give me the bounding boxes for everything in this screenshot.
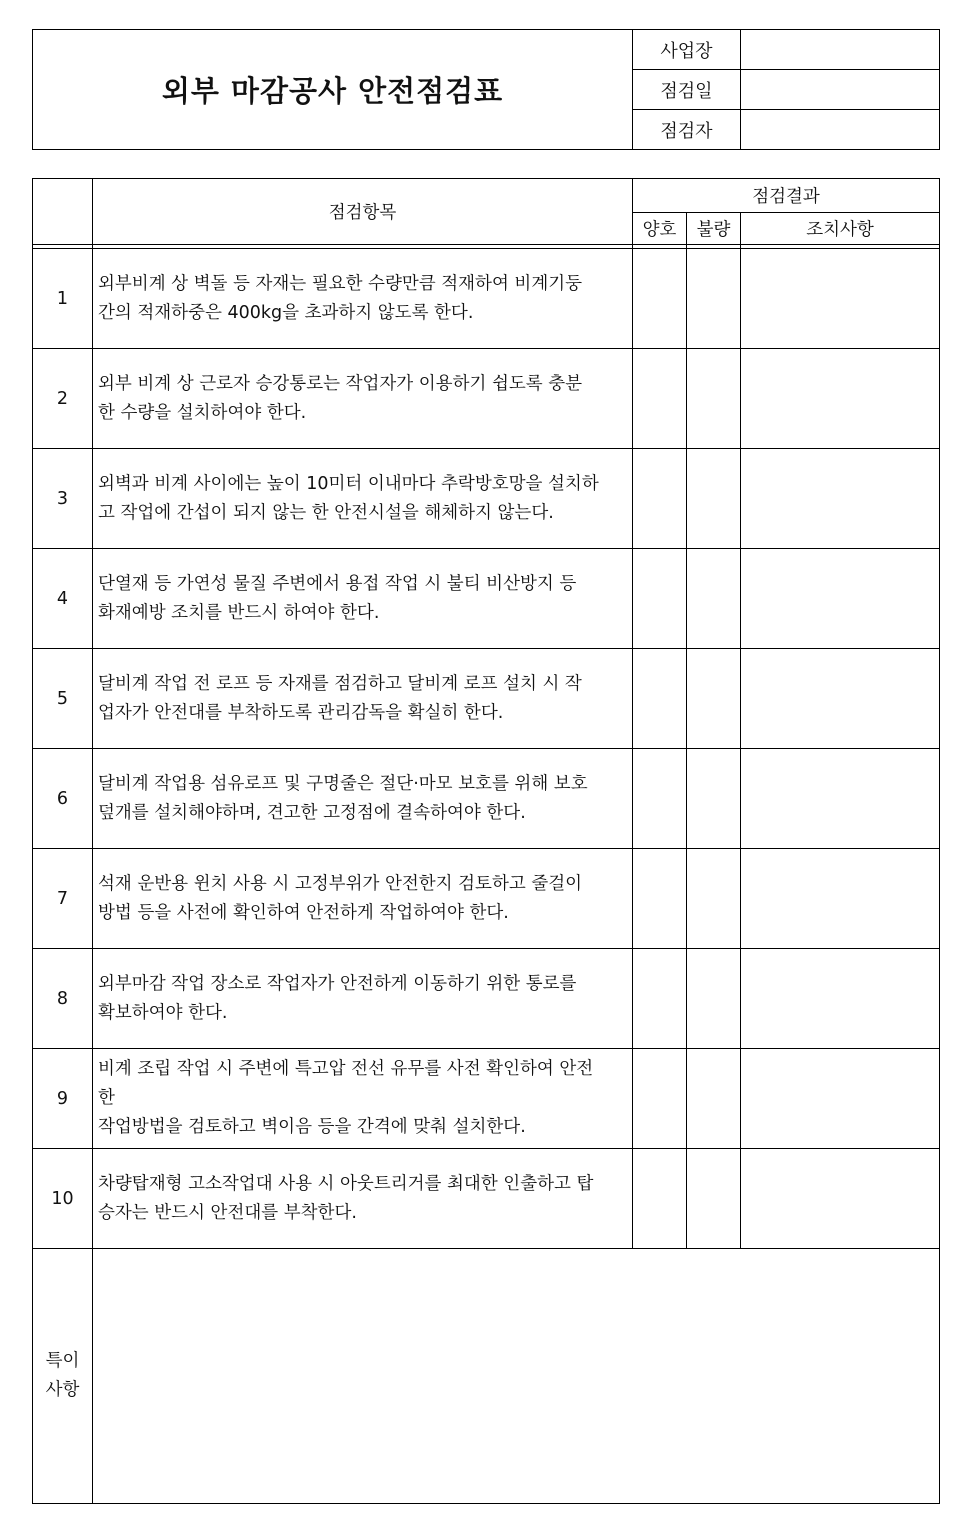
document-title: 외부 마감공사 안전점검표	[33, 30, 633, 150]
header-good: 양호	[633, 213, 687, 245]
table-row	[33, 349, 940, 449]
check-item-text: 외부 비계 상 근로자 승강통로는 작업자가 이용하기 쉽도록 충분 한 수량을 설치하여야 한다.	[93, 349, 633, 449]
bad-cell[interactable]	[687, 1149, 741, 1249]
header-check-item: 점검항목	[93, 179, 633, 245]
bad-cell[interactable]	[687, 649, 741, 749]
inspection-date-value[interactable]	[741, 70, 940, 110]
inspector-label: 점검자	[633, 110, 741, 150]
action-cell[interactable]	[741, 949, 940, 1049]
good-cell[interactable]	[633, 749, 687, 849]
table-row	[33, 1049, 940, 1149]
good-cell[interactable]	[633, 849, 687, 949]
good-cell[interactable]	[633, 549, 687, 649]
row-number: 3	[33, 449, 93, 549]
notes-field[interactable]	[93, 1249, 940, 1504]
notes-row	[33, 1249, 940, 1504]
good-cell[interactable]	[633, 1049, 687, 1149]
bad-cell[interactable]	[687, 349, 741, 449]
check-item-text: 외부비계 상 벽돌 등 자재는 필요한 수량만큼 적재하여 비계기둥 간의 적재하중은 400kg을 초과하지 않도록 한다.	[93, 249, 633, 349]
action-cell[interactable]	[741, 1049, 940, 1149]
row-number: 1	[33, 249, 93, 349]
row-number: 10	[33, 1149, 93, 1249]
check-item-text: 차량탑재형 고소작업대 사용 시 아웃트리거를 최대한 인출하고 탑 승자는 반드시 안전대를 부착한다.	[93, 1149, 633, 1249]
inspector-value[interactable]	[741, 110, 940, 150]
row-number: 2	[33, 349, 93, 449]
table-row	[33, 949, 940, 1049]
action-cell[interactable]	[741, 349, 940, 449]
notes-label: 특이 사항	[33, 1249, 93, 1504]
check-item-text: 달비계 작업 전 로프 등 자재를 점검하고 달비계 로프 설치 시 작 업자가 안전대를 부착하도록 관리감독을 확실히 한다.	[93, 649, 633, 749]
action-cell[interactable]	[741, 249, 940, 349]
bad-cell[interactable]	[687, 249, 741, 349]
header-table	[32, 29, 940, 150]
good-cell[interactable]	[633, 949, 687, 1049]
inspection-date-label: 점검일	[633, 70, 741, 110]
action-cell[interactable]	[741, 549, 940, 649]
table-row	[33, 249, 940, 349]
check-item-text: 외부마감 작업 장소로 작업자가 안전하게 이동하기 위한 통로를 확보하여야 한다.	[93, 949, 633, 1049]
bad-cell[interactable]	[687, 449, 741, 549]
table-row	[33, 849, 940, 949]
header-action: 조치사항	[741, 213, 940, 245]
good-cell[interactable]	[633, 349, 687, 449]
action-cell[interactable]	[741, 849, 940, 949]
row-number: 4	[33, 549, 93, 649]
action-cell[interactable]	[741, 649, 940, 749]
checklist-table	[32, 178, 940, 1504]
header-number-cell	[33, 179, 93, 245]
bad-cell[interactable]	[687, 949, 741, 1049]
bad-cell[interactable]	[687, 849, 741, 949]
check-item-text: 비계 조립 작업 시 주변에 특고압 전선 유무를 사전 확인하여 안전 한 작업방법을 검토하고 벽이음 등을 간격에 맞춰 설치한다.	[93, 1049, 633, 1149]
good-cell[interactable]	[633, 249, 687, 349]
header-check-result: 점검결과	[633, 179, 940, 213]
good-cell[interactable]	[633, 1149, 687, 1249]
table-row	[33, 449, 940, 549]
row-number: 8	[33, 949, 93, 1049]
bad-cell[interactable]	[687, 549, 741, 649]
site-label: 사업장	[633, 30, 741, 70]
check-item-text: 외벽과 비계 사이에는 높이 10미터 이내마다 추락방호망을 설치하 고 작업에 간섭이 되지 않는 한 안전시설을 해체하지 않는다.	[93, 449, 633, 549]
row-number: 9	[33, 1049, 93, 1149]
row-number: 5	[33, 649, 93, 749]
good-cell[interactable]	[633, 449, 687, 549]
table-row	[33, 749, 940, 849]
bad-cell[interactable]	[687, 749, 741, 849]
check-item-text: 석재 운반용 윈치 사용 시 고정부위가 안전한지 검토하고 줄걸이 방법 등을 사전에 확인하여 안전하게 작업하여야 한다.	[93, 849, 633, 949]
check-item-text: 단열재 등 가연성 물질 주변에서 용접 작업 시 불티 비산방지 등 화재예방 조치를 반드시 하여야 한다.	[93, 549, 633, 649]
action-cell[interactable]	[741, 1149, 940, 1249]
table-row	[33, 1149, 940, 1249]
header-bad: 불량	[687, 213, 741, 245]
good-cell[interactable]	[633, 649, 687, 749]
table-row	[33, 549, 940, 649]
action-cell[interactable]	[741, 749, 940, 849]
check-item-text: 달비계 작업용 섬유로프 및 구명줄은 절단·마모 보호를 위해 보호 덮개를 설치해야하며, 견고한 고정점에 결속하여야 한다.	[93, 749, 633, 849]
row-number: 7	[33, 849, 93, 949]
table-row	[33, 649, 940, 749]
bad-cell[interactable]	[687, 1049, 741, 1149]
action-cell[interactable]	[741, 449, 940, 549]
site-value[interactable]	[741, 30, 940, 70]
row-number: 6	[33, 749, 93, 849]
